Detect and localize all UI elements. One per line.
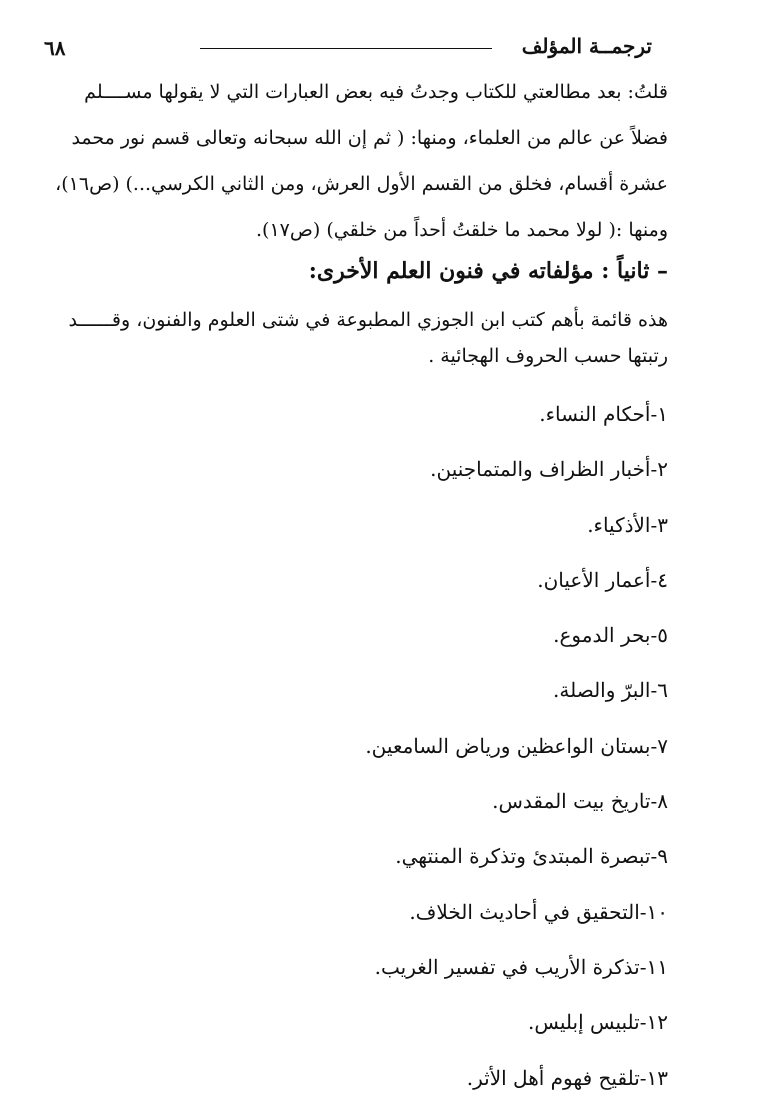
list-item: ٩-تبصرة المبتدئ وتذكرة المنتهي. (395, 844, 668, 869)
list-item: ٢-أخبار الظراف والمتماجنين. (430, 457, 668, 482)
works-list (38, 396, 668, 1115)
header-rule (200, 48, 492, 49)
section-intro (38, 302, 668, 374)
section-intro-line: رتبتها حسب الحروف الهجائية . (428, 345, 668, 367)
list-item: ٧-بستان الواعظين ورياض السامعين. (365, 733, 668, 758)
intro-line: قلتُ: بعد مطالعتي للكتاب وجدتُ فيه بعض العبارات التي لا يقولها مســــلم (84, 81, 668, 103)
list-item: ١-أحكام النساء. (539, 402, 668, 426)
intro-paragraph (38, 74, 668, 248)
list-item: ٤-أعمار الأعيان. (537, 567, 668, 592)
list-item: ١١-تذكرة الأريب في تفسير الغريب. (374, 954, 668, 979)
running-title: ترجمــة المؤلف (514, 34, 652, 58)
intro-line: فضلاً عن عالم من العلماء، ومنها: ( ثم إن الله سبحانه وتعالى قسم نور محمد (71, 127, 668, 149)
list-item: ١٢-تلبيس إبليس. (528, 1010, 668, 1035)
intro-line: عشرة أقسام، فخلق من القسم الأول العرش، ومن الثاني الكرسي...) (ص١٦)، (55, 173, 668, 195)
page-number: ٦٨ (44, 36, 66, 60)
list-item: ١٣-تلقيح فهوم أهل الأثر. (466, 1065, 668, 1090)
intro-line: ومنها :( لولا محمد ما خلقتُ أحداً من خلقي) (ص١٧). (256, 219, 668, 241)
page-header (40, 30, 652, 62)
list-item: ٣-الأذكياء. (587, 512, 668, 537)
section-intro-line: هذه قائمة بأهم كتب ابن الجوزي المطبوعة في شتى العلوم والفنون، وقــــــد (68, 309, 668, 331)
list-item: ٦-البرّ والصلة. (553, 678, 668, 703)
list-item: ١٠-التحقيق في أحاديث الخلاف. (409, 899, 668, 924)
list-item: ٥-بحر الدموع. (553, 623, 668, 648)
section-heading: – ثانياً : مؤلفاته في فنون العلم الأخرى: (308, 258, 668, 284)
list-item: ٨-تاريخ بيت المقدس. (492, 789, 668, 814)
